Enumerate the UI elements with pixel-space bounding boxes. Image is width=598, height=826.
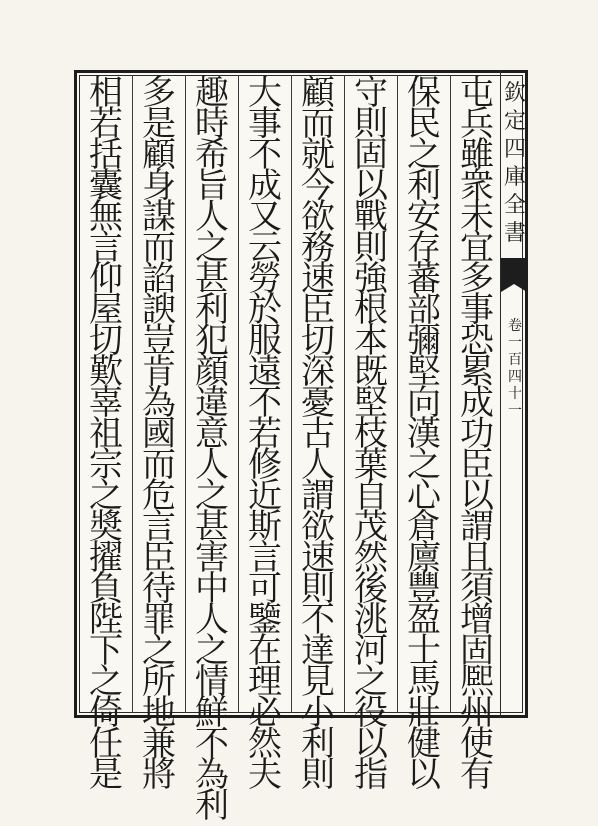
glyph: 無	[89, 197, 123, 237]
glyph: 言	[248, 538, 282, 578]
margin-glyph: 書	[503, 221, 526, 246]
glyph: 部	[407, 290, 441, 330]
glyph: 不	[301, 600, 335, 640]
glyph: 熈	[460, 662, 494, 702]
glyph: 多	[460, 259, 494, 299]
glyph: 切	[301, 321, 335, 361]
glyph: 利	[195, 290, 229, 330]
glyph: 堅	[407, 352, 441, 392]
glyph: 中	[195, 569, 229, 609]
glyph: 之	[407, 445, 441, 485]
glyph: 州	[460, 693, 494, 733]
glyph: 洮	[354, 600, 388, 640]
glyph: 任	[89, 724, 123, 764]
glyph: 指	[354, 755, 388, 795]
juan-label	[505, 318, 525, 420]
glyph: 事	[460, 290, 494, 330]
glyph: 必	[248, 693, 282, 733]
glyph: 則	[301, 569, 335, 609]
glyph: 則	[354, 228, 388, 268]
glyph: 而	[142, 445, 176, 485]
glyph: 諂	[142, 259, 176, 299]
text-column	[81, 73, 131, 795]
glyph: 士	[407, 631, 441, 671]
glyph: 近	[248, 476, 282, 516]
glyph: 見	[301, 662, 335, 702]
glyph: 切	[89, 321, 123, 361]
glyph: 多	[142, 73, 176, 113]
text-column	[452, 73, 502, 795]
glyph: 之	[142, 631, 176, 671]
glyph: 臣	[301, 290, 335, 330]
column-rule	[450, 75, 451, 713]
glyph: 憂	[301, 383, 335, 423]
glyph: 違	[195, 383, 229, 423]
glyph: 地	[142, 693, 176, 733]
column-rule	[132, 75, 133, 713]
glyph: 辜	[89, 383, 123, 423]
margin-glyph: 卷	[508, 318, 522, 334]
glyph: 然	[248, 724, 282, 764]
column-rule	[291, 75, 292, 713]
glyph: 之	[354, 662, 388, 702]
glyph: 功	[460, 414, 494, 454]
glyph: 又	[248, 197, 282, 237]
glyph: 趣	[195, 73, 229, 113]
glyph: 若	[89, 104, 123, 144]
glyph: 安	[407, 197, 441, 237]
glyph: 盈	[407, 600, 441, 640]
glyph: 役	[354, 693, 388, 733]
glyph: 不	[248, 383, 282, 423]
glyph: 為	[142, 383, 176, 423]
glyph: 國	[142, 414, 176, 454]
glyph: 然	[354, 538, 388, 578]
glyph: 既	[354, 352, 388, 392]
glyph: 肯	[142, 352, 176, 392]
glyph: 顧	[142, 135, 176, 175]
glyph: 漢	[407, 414, 441, 454]
glyph: 務	[301, 228, 335, 268]
glyph: 情	[195, 662, 229, 702]
text-column	[399, 73, 449, 795]
glyph: 恐	[460, 321, 494, 361]
glyph: 臣	[460, 445, 494, 485]
glyph: 守	[354, 73, 388, 113]
glyph: 欲	[301, 507, 335, 547]
glyph: 將	[142, 755, 176, 795]
glyph: 希	[195, 135, 229, 175]
glyph: 是	[89, 755, 123, 795]
glyph: 人	[301, 445, 335, 485]
glyph: 囊	[89, 166, 123, 206]
text-column	[293, 73, 343, 795]
glyph: 則	[354, 104, 388, 144]
glyph: 言	[89, 228, 123, 268]
glyph: 且	[460, 538, 494, 578]
glyph: 人	[195, 197, 229, 237]
glyph: 河	[354, 631, 388, 671]
glyph: 以	[354, 724, 388, 764]
glyph: 顧	[301, 73, 335, 113]
glyph: 害	[195, 538, 229, 578]
glyph: 自	[354, 476, 388, 516]
margin-glyph: 定	[503, 109, 526, 134]
glyph: 枝	[354, 414, 388, 454]
glyph: 而	[142, 228, 176, 268]
glyph: 修	[248, 445, 282, 485]
margin-glyph: 一	[508, 335, 522, 351]
glyph: 犯	[195, 321, 229, 361]
glyph: 倚	[89, 693, 123, 733]
glyph: 歎	[89, 352, 123, 392]
glyph: 小	[301, 693, 335, 733]
glyph: 衆	[460, 166, 494, 206]
glyph: 強	[354, 259, 388, 299]
glyph: 顔	[195, 352, 229, 392]
glyph: 屯	[460, 73, 494, 113]
column-rule	[238, 75, 239, 713]
glyph: 蕃	[407, 259, 441, 299]
glyph: 固	[460, 631, 494, 671]
glyph: 而	[301, 104, 335, 144]
glyph: 夫	[248, 755, 282, 795]
glyph: 是	[142, 104, 176, 144]
glyph: 兵	[460, 104, 494, 144]
text-column	[346, 73, 396, 795]
glyph: 所	[142, 662, 176, 702]
glyph: 鑒	[248, 600, 282, 640]
column-rule	[344, 75, 345, 713]
glyph: 理	[248, 662, 282, 702]
glyph: 待	[142, 569, 176, 609]
glyph: 固	[354, 135, 388, 175]
margin-glyph: 全	[503, 193, 526, 218]
column-rule	[397, 75, 398, 713]
glyph: 諛	[142, 290, 176, 330]
glyph: 謂	[301, 476, 335, 516]
glyph: 後	[354, 569, 388, 609]
glyph: 則	[301, 755, 335, 795]
glyph: 奬	[89, 507, 123, 547]
glyph: 存	[407, 228, 441, 268]
collection-title	[503, 80, 527, 248]
glyph: 時	[195, 104, 229, 144]
glyph: 累	[460, 352, 494, 392]
glyph: 增	[460, 600, 494, 640]
glyph: 豈	[142, 321, 176, 361]
glyph: 就	[301, 135, 335, 175]
glyph: 相	[89, 73, 123, 113]
glyph: 彌	[407, 321, 441, 361]
glyph: 云	[248, 228, 282, 268]
glyph: 達	[301, 631, 335, 671]
glyph: 根	[354, 290, 388, 330]
glyph: 以	[354, 166, 388, 206]
glyph: 大	[248, 73, 282, 113]
glyph: 向	[407, 383, 441, 423]
glyph: 臣	[142, 538, 176, 578]
glyph: 宗	[89, 445, 123, 485]
glyph: 甚	[195, 507, 229, 547]
margin-glyph: 欽	[503, 81, 526, 106]
text-column	[187, 73, 237, 826]
glyph: 雖	[460, 135, 494, 175]
glyph: 人	[195, 445, 229, 485]
glyph: 謂	[460, 507, 494, 547]
glyph: 罪	[142, 600, 176, 640]
glyph: 不	[248, 135, 282, 175]
glyph: 成	[460, 383, 494, 423]
glyph: 須	[460, 569, 494, 609]
glyph: 若	[248, 414, 282, 454]
margin-glyph: 四	[508, 369, 522, 385]
glyph: 危	[142, 476, 176, 516]
glyph: 在	[248, 631, 282, 671]
glyph: 有	[460, 755, 494, 795]
glyph: 葉	[354, 445, 388, 485]
glyph: 身	[142, 166, 176, 206]
glyph: 言	[142, 507, 176, 547]
glyph: 利	[195, 786, 229, 826]
glyph: 下	[89, 631, 123, 671]
glyph: 使	[460, 724, 494, 764]
glyph: 民	[407, 104, 441, 144]
glyph: 堅	[354, 383, 388, 423]
glyph: 之	[89, 662, 123, 702]
glyph: 可	[248, 569, 282, 609]
glyph: 茂	[354, 507, 388, 547]
glyph: 心	[407, 476, 441, 516]
glyph: 括	[89, 135, 123, 175]
glyph: 為	[195, 755, 229, 795]
glyph: 古	[301, 414, 335, 454]
glyph: 祖	[89, 414, 123, 454]
glyph: 屋	[89, 290, 123, 330]
glyph: 深	[301, 352, 335, 392]
glyph: 不	[195, 724, 229, 764]
margin-glyph: 庫	[503, 165, 526, 190]
glyph: 甚	[195, 259, 229, 299]
glyph: 負	[89, 569, 123, 609]
glyph: 欲	[301, 197, 335, 237]
glyph: 以	[460, 476, 494, 516]
glyph: 利	[407, 166, 441, 206]
glyph: 仰	[89, 259, 123, 299]
glyph: 謀	[142, 197, 176, 237]
glyph: 未	[460, 197, 494, 237]
glyph: 之	[195, 476, 229, 516]
glyph: 成	[248, 166, 282, 206]
text-column	[240, 73, 290, 795]
glyph: 鮮	[195, 693, 229, 733]
glyph: 戰	[354, 197, 388, 237]
glyph: 速	[301, 538, 335, 578]
glyph: 事	[248, 104, 282, 144]
glyph: 之	[195, 631, 229, 671]
glyph: 宜	[460, 228, 494, 268]
glyph: 壯	[407, 693, 441, 733]
glyph: 意	[195, 414, 229, 454]
glyph: 旨	[195, 166, 229, 206]
glyph: 之	[195, 228, 229, 268]
glyph: 豐	[407, 569, 441, 609]
glyph: 速	[301, 259, 335, 299]
fishtail-mark	[501, 258, 527, 284]
glyph: 之	[89, 476, 123, 516]
margin-glyph: 一	[508, 403, 522, 419]
margin-glyph: 四	[503, 137, 526, 162]
glyph: 於	[248, 290, 282, 330]
glyph: 以	[407, 755, 441, 795]
glyph: 健	[407, 724, 441, 764]
glyph: 擢	[89, 538, 123, 578]
glyph: 服	[248, 321, 282, 361]
glyph: 保	[407, 73, 441, 113]
glyph: 馬	[407, 662, 441, 702]
glyph: 陛	[89, 600, 123, 640]
text-column	[134, 73, 184, 795]
glyph: 本	[354, 321, 388, 361]
glyph: 勞	[248, 259, 282, 299]
glyph: 之	[407, 135, 441, 175]
margin-glyph: 百	[508, 352, 522, 368]
glyph: 廪	[407, 538, 441, 578]
glyph: 人	[195, 600, 229, 640]
glyph: 倉	[407, 507, 441, 547]
glyph: 遠	[248, 352, 282, 392]
glyph: 斯	[248, 507, 282, 547]
glyph: 利	[301, 724, 335, 764]
glyph: 兼	[142, 724, 176, 764]
glyph: 今	[301, 166, 335, 206]
column-rule	[185, 75, 186, 713]
margin-glyph: 十	[508, 386, 522, 402]
